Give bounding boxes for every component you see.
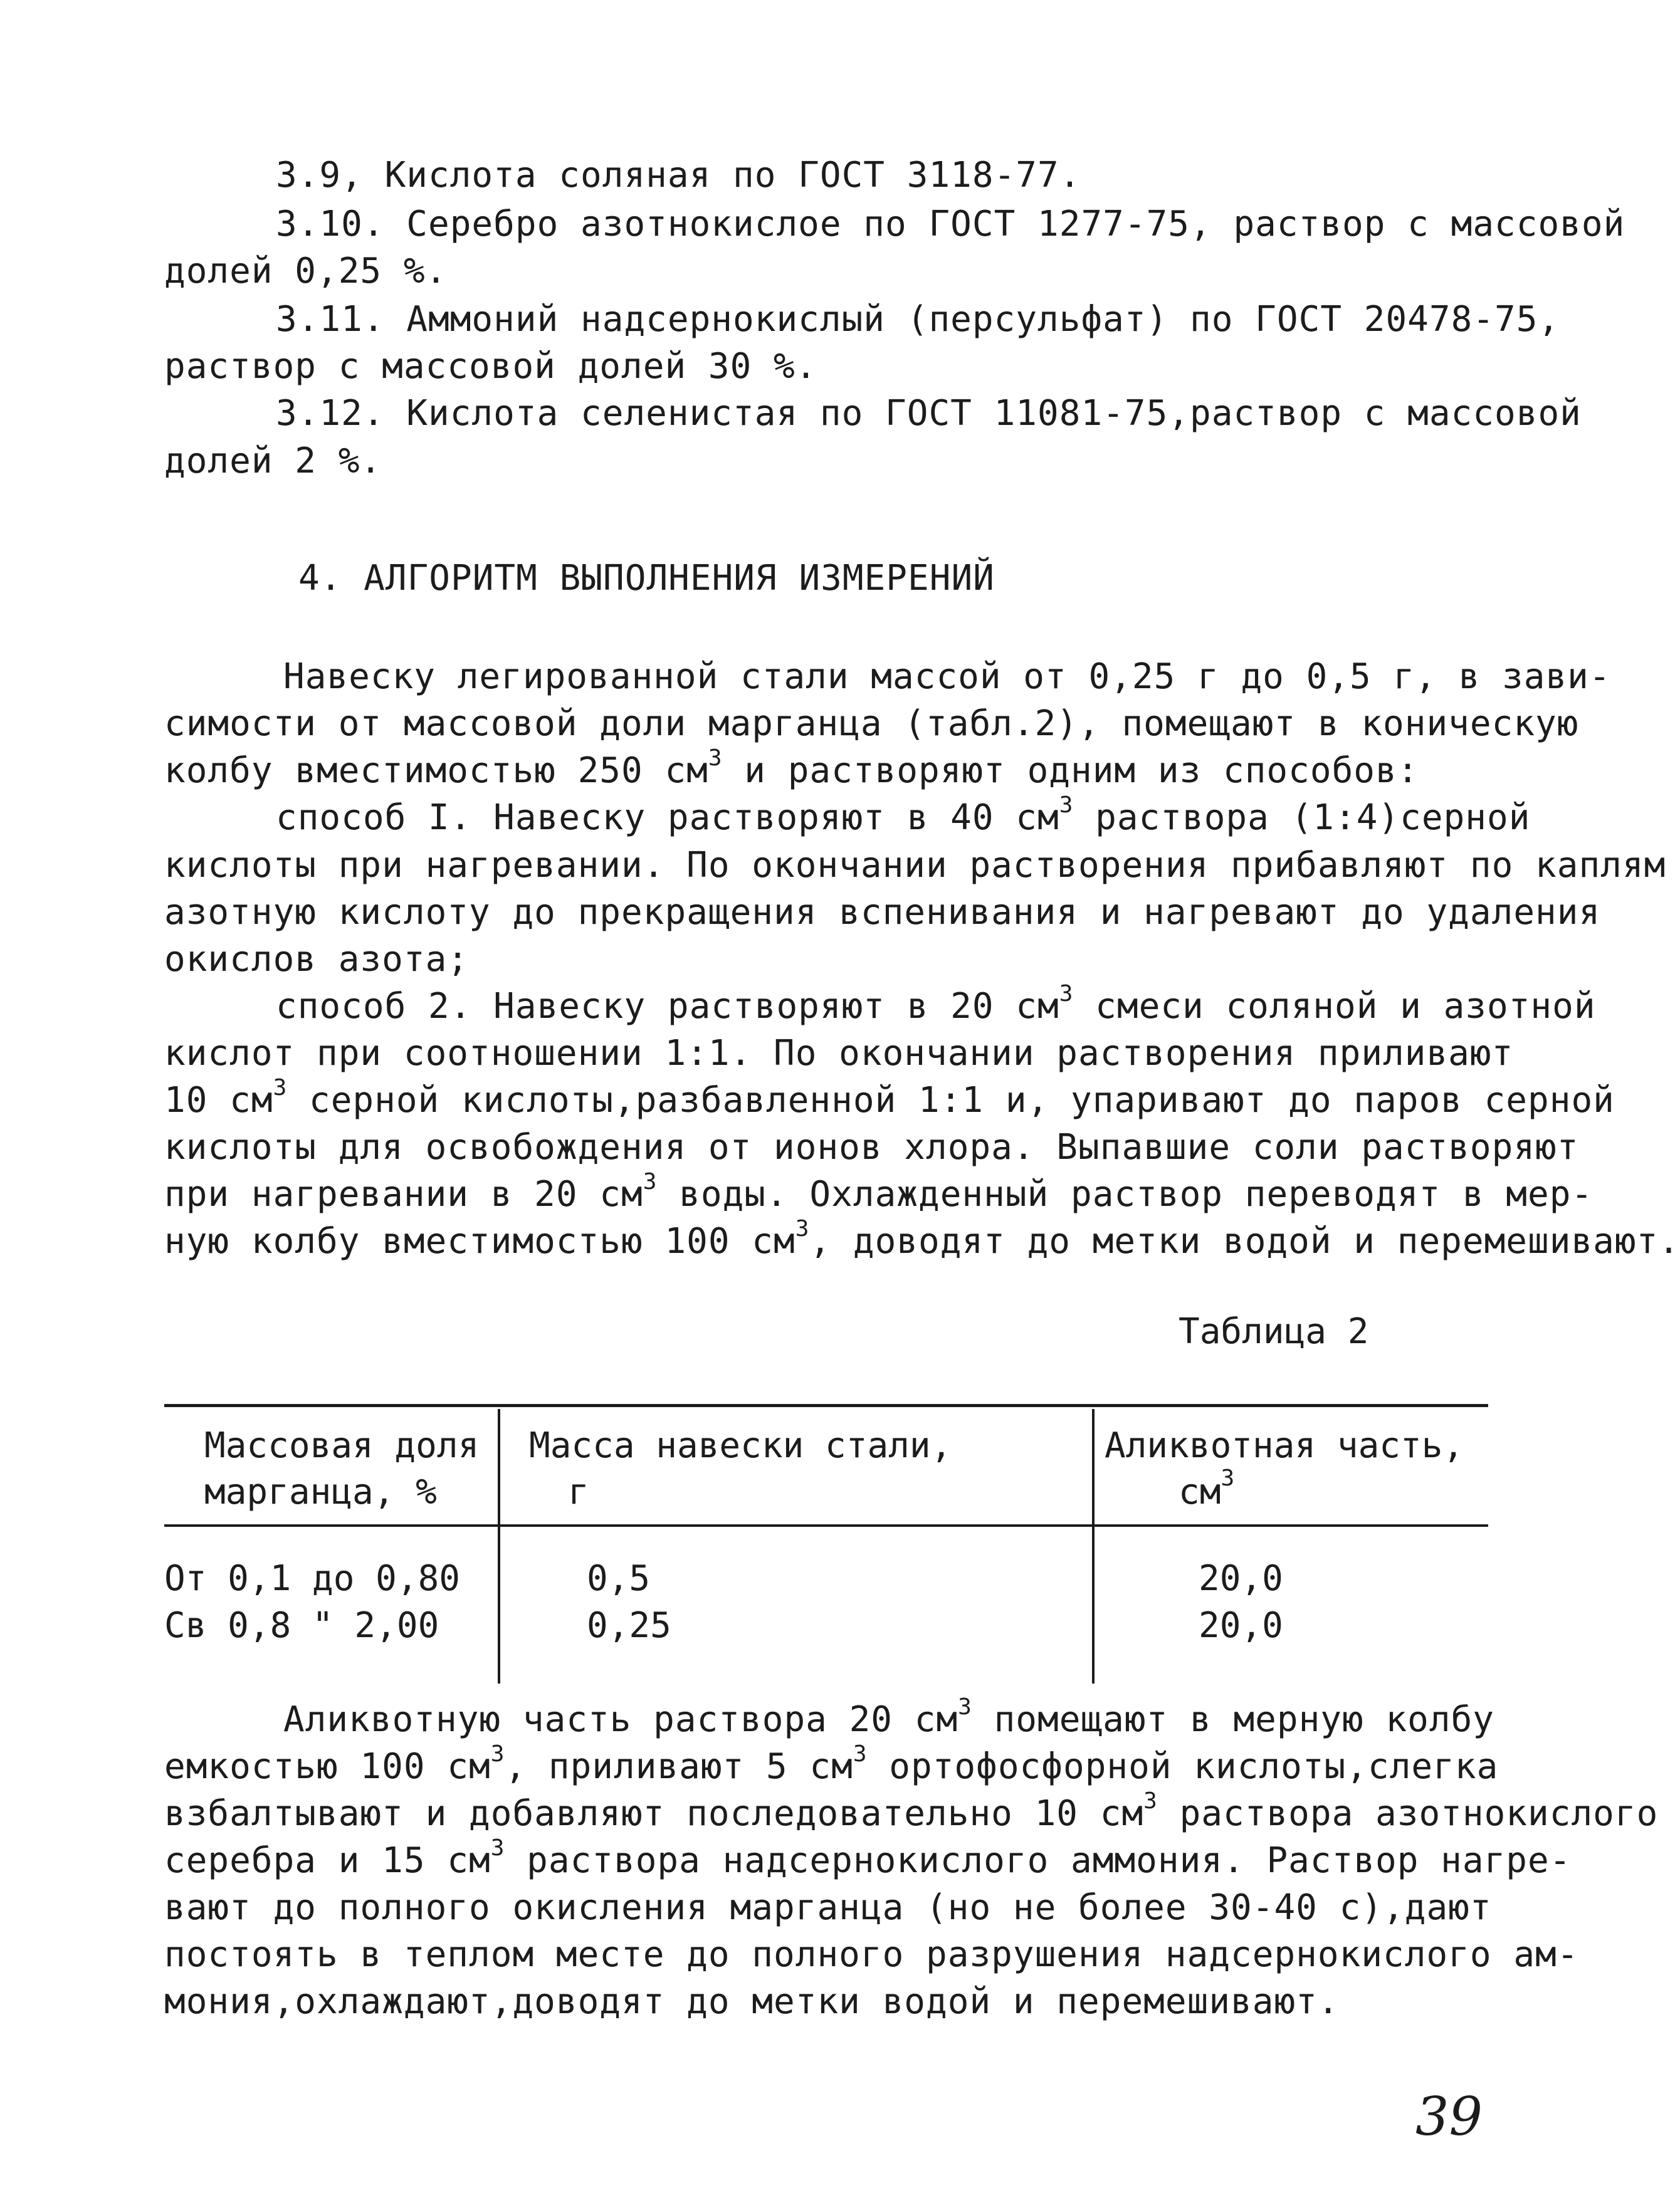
header-aliquot-line1: Аликвотная часть, <box>1105 1425 1464 1466</box>
table-row-1-aliquot: 20,0 <box>1199 1558 1283 1599</box>
item-3-11-line1: 3.11. Аммоний надсернокислый (персульфат) по ГОСТ 20478-75, <box>276 299 1560 340</box>
method2-line6: ную колбу вместимостью 100 $см^3$, доводят до метки водой и перемешивают. <box>164 1216 1680 1262</box>
header-mass-fraction-line2: марганца, % <box>204 1472 437 1512</box>
section-heading: 4. АЛГОРИТМ ВЫПОЛНЕНИЯ ИЗМЕРЕНИЙ <box>298 558 995 599</box>
intro-line3: колбу вместимостью 250 $см^3$ и растворяют одним из способов: <box>164 745 1419 791</box>
item-3-10-line2: долей 0,25 %. <box>164 251 448 291</box>
final-line1: Аликвотную часть раствора 20 $см^3$ помещают в мерную колбу <box>283 1694 1495 1740</box>
final-line7: мония,охлаждают,доводят до метки водой и перемешивают. <box>164 1981 1340 2022</box>
table-row-2-aliquot: 20,0 <box>1199 1605 1283 1646</box>
table-row-1-range: От 0,1 до 0,80 <box>164 1558 461 1599</box>
method1-line4: окислов азота; <box>164 939 470 980</box>
method1-line2: кислоты при нагревании. По окончании растворения прибавляют по каплям <box>164 845 1666 886</box>
item-3-12-line1: 3.12. Кислота селенистая по ГОСТ 11081-75,раствор с массовой <box>276 393 1582 434</box>
intro-line1: Навеску легированной стали массой от 0,25 г до 0,5 г, в зави- <box>283 656 1611 697</box>
item-3-9: 3.9, Кислота соляная по ГОСТ 3118-77. <box>276 155 1081 196</box>
method2-line3: 10 $см^3$ серной кислоты,разбавленной 1:1 и, упаривают до паров серной <box>164 1075 1615 1121</box>
table-col-divider-1 <box>498 1409 500 1684</box>
table-caption: Таблица 2 <box>1179 1311 1369 1352</box>
page-number: 39 <box>1415 2086 1483 2147</box>
method2-line4: кислоты для освобождения от ионов хлора. Выпавшие соли растворяют <box>164 1127 1579 1168</box>
final-line6: постоять в теплом месте до полного разрушения надсернокислого ам- <box>164 1934 1579 1975</box>
method2-line2: кислот при соотношении 1:1. По окончании растворения приливают <box>164 1033 1514 1074</box>
method1-line1: способ I. Навеску растворяют в 40 $см^3$ раствора (1:4)серной <box>276 792 1531 838</box>
method1-line3: азотную кислоту до прекращения вспенивания и нагревают до удаления <box>164 892 1601 933</box>
method2-line1: способ 2. Навеску растворяют в 20 $см^3$ смеси соляной и азотной <box>276 981 1596 1027</box>
header-sample-mass-line2: г <box>568 1472 589 1512</box>
header-aliquot-line2: $см^3$ <box>1179 1465 1235 1512</box>
final-line5: вают до полного окисления марганца (но не более 30-40 с),дают <box>164 1887 1492 1928</box>
header-sample-mass-line1: Масса навески стали, <box>529 1425 952 1466</box>
item-3-12-line2: долей 2 %. <box>164 441 382 481</box>
table-header-rule <box>164 1524 1488 1527</box>
item-3-11-line2: раствор с массовой долей 30 %. <box>164 346 817 387</box>
intro-line2: симости от массовой доли марганца (табл.2), помещают в коническую <box>164 703 1579 744</box>
table-row-2-range: Св 0,8 " 2,00 <box>164 1605 439 1646</box>
table-row-2-mass: 0,25 <box>587 1605 671 1646</box>
final-line2: емкостью 100 $см^3$, приливают 5 $см^3$ ортофосфорной кислоты,слегка <box>164 1741 1499 1787</box>
header-mass-fraction-line1: Массовая доля <box>204 1425 480 1466</box>
final-line4: серебра и 15 $см^3$ раствора надсернокислого аммония. Раствор нагре- <box>164 1835 1572 1881</box>
final-line3: взбалтывают и добавляют последовательно 10 $см^3$ раствора азотнокислого <box>164 1788 1659 1834</box>
method2-line5: при нагревании в 20 $см^3$ воды. Охлажденный раствор переводят в мер- <box>164 1169 1593 1215</box>
item-3-10-line1: 3.10. Серебро азотнокислое по ГОСТ 1277-75, раствор с массовой <box>276 204 1625 244</box>
table-row-1-mass: 0,5 <box>587 1558 651 1599</box>
table-col-divider-2 <box>1092 1409 1095 1684</box>
table-top-rule <box>164 1404 1488 1407</box>
